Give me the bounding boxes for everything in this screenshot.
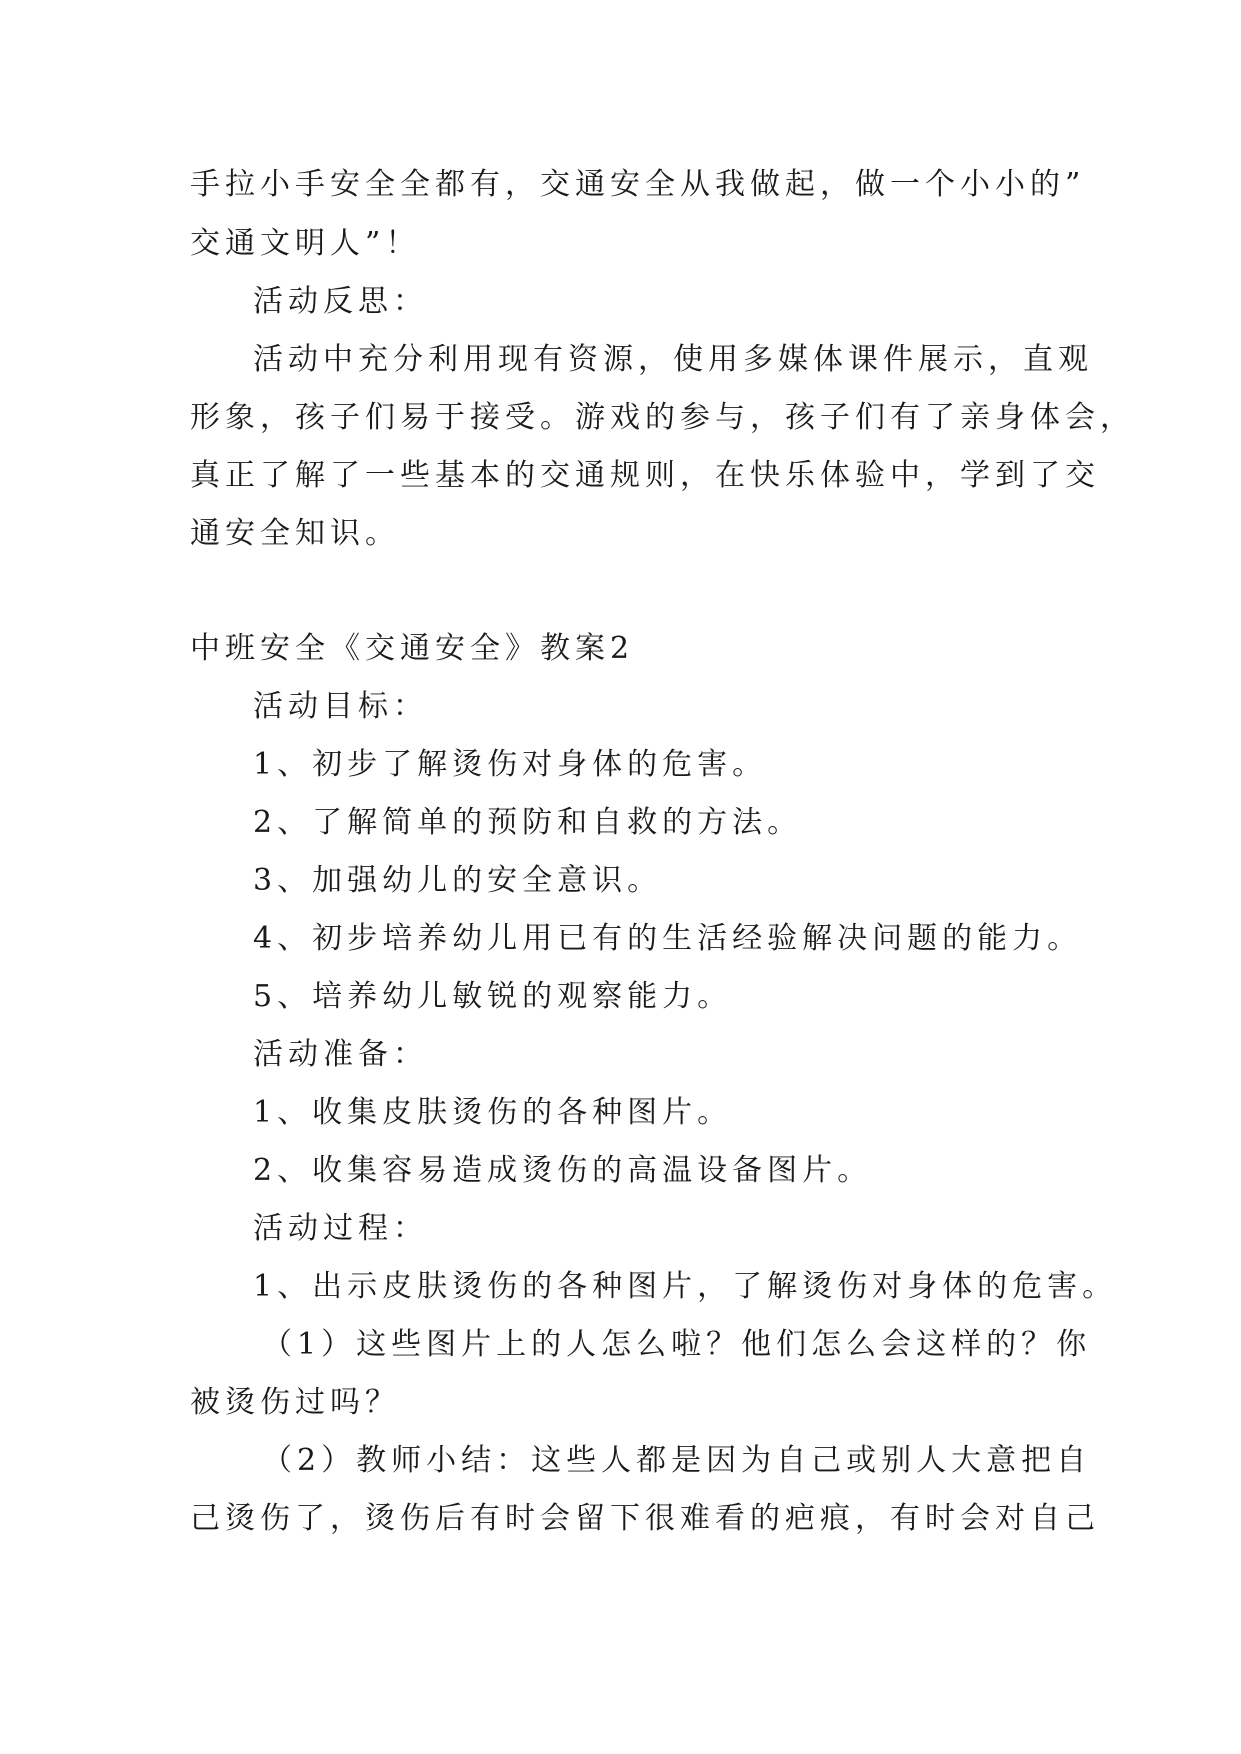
list-item: 1、初步了解烫伤对身体的危害。 — [253, 747, 768, 782]
list-item: 3、加强幼儿的安全意识。 — [253, 863, 663, 898]
text-line: 通安全知识。 — [190, 516, 400, 551]
section-heading-reflection: 活动反思： — [253, 284, 428, 319]
text-line: 真正了解了一些基本的交通规则，在快乐体验中，学到了交 — [190, 458, 1100, 493]
text-line: 被烫伤过吗？ — [190, 1385, 400, 1420]
text-line: 己烫伤了，烫伤后有时会留下很难看的疤痕，有时会对自己 — [190, 1501, 1100, 1536]
list-item: 1、出示皮肤烫伤的各种图片，了解烫伤对身体的危害。 — [253, 1269, 1118, 1304]
list-item: 4、初步培养幼儿用已有的生活经验解决问题的能力。 — [253, 921, 1083, 956]
list-item: 1、收集皮肤烫伤的各种图片。 — [253, 1095, 733, 1130]
section-heading-preparation: 活动准备： — [253, 1037, 428, 1072]
section-heading-process: 活动过程： — [253, 1211, 428, 1246]
text-line: 形象，孩子们易于接受。游戏的参与，孩子们有了亲身体会， — [190, 400, 1135, 435]
section-heading-objectives: 活动目标： — [253, 689, 428, 724]
text-line: 手拉小手安全全都有，交通安全从我做起，做一个小小的” — [190, 167, 1086, 202]
lesson-plan-title: 中班安全《交通安全》教案2 — [190, 631, 635, 666]
text-line: 交通文明人”！ — [190, 226, 421, 261]
text-line: （2）教师小结：这些人都是因为自己或别人大意把自 — [262, 1443, 1092, 1478]
list-item: 2、了解简单的预防和自救的方法。 — [253, 805, 803, 840]
text-line: 活动中充分利用现有资源，使用多媒体课件展示，直观 — [253, 342, 1093, 377]
list-item: 5、培养幼儿敏锐的观察能力。 — [253, 979, 733, 1014]
text-line: （1）这些图片上的人怎么啦？他们怎么会这样的？你 — [262, 1327, 1092, 1362]
list-item: 2、收集容易造成烫伤的高温设备图片。 — [253, 1153, 873, 1188]
